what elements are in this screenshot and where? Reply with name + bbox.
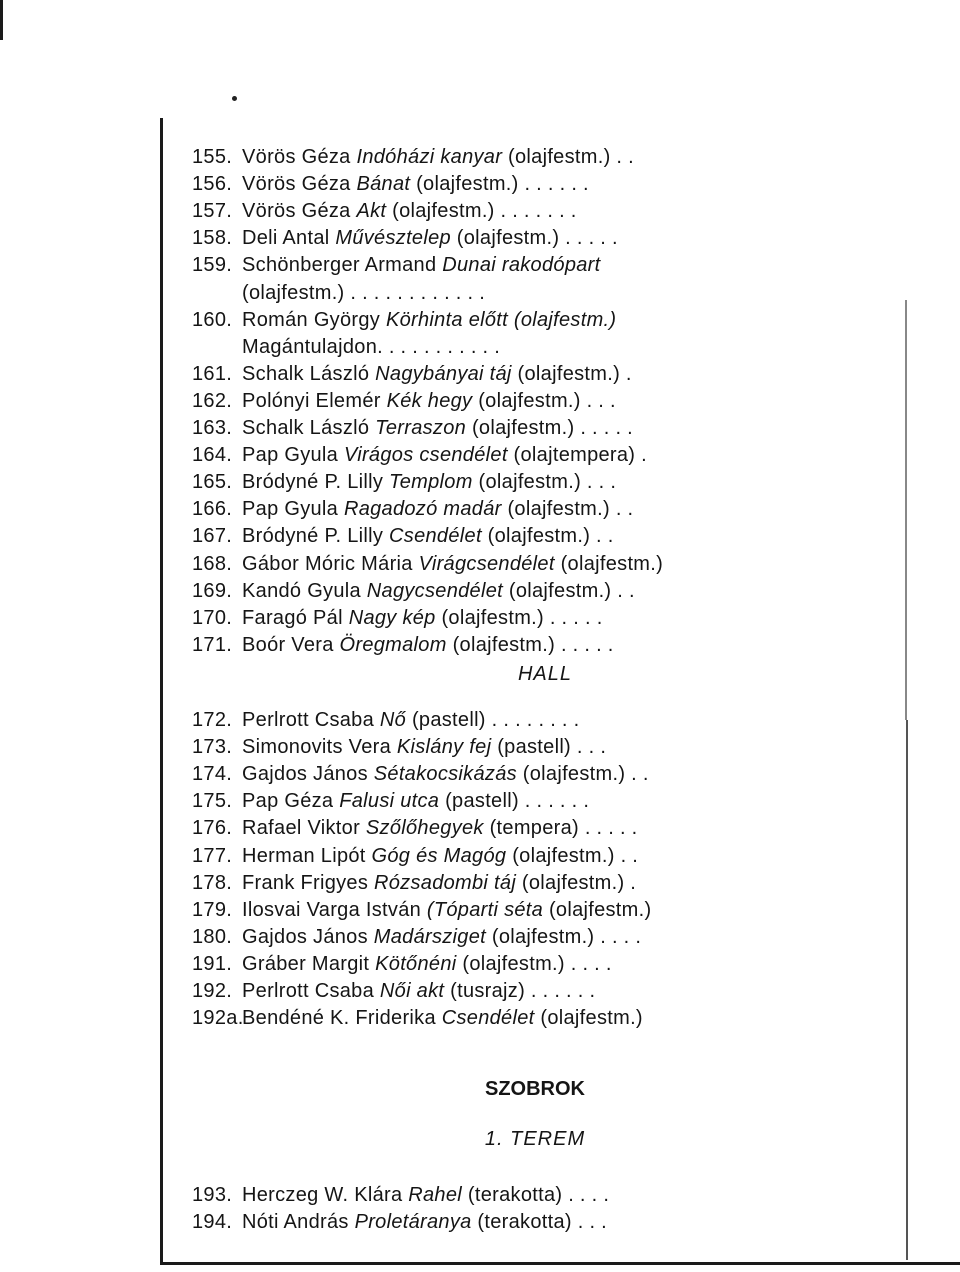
entry-artist: Vörös Géza: [242, 200, 351, 223]
entry-number: 180.: [192, 925, 233, 948]
catalog-entry: [192, 386, 616, 416]
entry-artist: Gábor Móric Mária: [242, 552, 413, 575]
entry-technique: (tusrajz): [450, 980, 526, 1002]
catalog-entry: [192, 922, 641, 952]
entry-technique: (olajfestm.): [462, 952, 565, 975]
catalog-entry: [192, 868, 636, 898]
entry-dots: . . . . .: [560, 633, 614, 656]
entry-dots: . .: [615, 498, 634, 521]
entry-dots: . . . . . . .: [500, 200, 577, 223]
entry-number: 192a.: [192, 1007, 244, 1030]
entry-artist: Perlrott Csaba: [242, 980, 375, 1002]
entry-number: 156.: [192, 173, 233, 196]
entry-number: 166.: [192, 498, 233, 521]
entry-technique: (olajfestm.): [416, 173, 519, 196]
entry-title: Virágcsendélet: [418, 552, 555, 575]
entry-dots: . .: [596, 525, 614, 548]
entry-technique: (olajfestm.): [507, 498, 610, 521]
entry-title: Csendélet: [441, 1007, 535, 1030]
entry-number: 173.: [192, 736, 233, 759]
entry-dots: . . . . .: [565, 227, 618, 250]
entry-title: Öregmalom: [339, 633, 447, 656]
entry-artist: Bródyné P. Lilly: [242, 525, 384, 548]
entry-technique: (olajfestm.): [441, 606, 544, 629]
entry-technique: (pastell): [497, 736, 572, 759]
entry-artist: Gajdos János: [242, 763, 368, 786]
entry-technique: (olajfestm.): [521, 871, 625, 894]
entry-technique: (pastell): [445, 790, 519, 813]
entry-title: Nagy kép: [348, 606, 436, 629]
entry-technique: (terakotta): [467, 1184, 563, 1206]
entry-technique: (olajfestm.): [471, 417, 575, 439]
section-heading-szobrok: SZOBROK: [485, 1078, 585, 1100]
entry-number: 159.: [192, 254, 233, 277]
entry-artist: Nóti András: [242, 1211, 349, 1234]
entry-number: 158.: [192, 227, 233, 250]
catalog-entry: [192, 1003, 643, 1033]
entry-technique: (olajfestm.): [487, 525, 591, 548]
entry-number: 178.: [192, 871, 233, 894]
entry-technique: (olajfestm.): [540, 1007, 643, 1030]
entry-artist: Schalk László: [242, 362, 370, 385]
entry-number: 170.: [192, 606, 233, 629]
catalog-entry: [192, 250, 601, 280]
entry-number: 175.: [192, 790, 233, 813]
entry-title: Csendélet: [389, 525, 482, 548]
entry-artist: Kandó Gyula: [242, 579, 361, 602]
entry-artist: Román György: [242, 308, 381, 331]
entry-title: Templom: [389, 471, 473, 494]
entry-dots: . . . . . .: [524, 173, 589, 196]
entry-artist: Schönberger Armand: [242, 254, 437, 277]
section-heading-hall: HALL: [517, 663, 573, 685]
entry-dots: . .: [617, 579, 635, 602]
catalog-entry: [192, 732, 606, 762]
catalog-entry: [192, 359, 632, 389]
entry-technique: (olajfestm.): [452, 633, 556, 656]
catalog-entry: [192, 467, 616, 497]
entry-technique: (terakotta): [477, 1211, 572, 1234]
stray-dot: [232, 96, 237, 101]
entry-technique: (olajfestm.): [478, 389, 581, 412]
entry-number: 171.: [192, 633, 233, 656]
entry-technique: (olajfestm.): [512, 844, 615, 867]
entry-number: 167.: [192, 525, 233, 548]
catalog-entry: [192, 1180, 609, 1210]
entry-dots: . . . .: [568, 1184, 610, 1206]
entry-number: 194.: [192, 1211, 233, 1234]
catalog-entry: [192, 786, 589, 816]
entry-title: Szőlőhegyek: [365, 817, 484, 840]
catalog-entry: [192, 759, 649, 789]
entry-dots: . .: [631, 763, 649, 786]
entry-number: 168.: [192, 552, 233, 575]
entry-title: (Tóparti séta: [426, 898, 544, 921]
right-edge-line: [905, 300, 907, 720]
entry-number: 191.: [192, 952, 233, 975]
entry-artist: Gajdos János: [242, 925, 368, 948]
entry-artist: Frank Frigyes: [242, 871, 369, 894]
entry-number: 172.: [192, 709, 233, 731]
entry-dots: . . . . . .: [524, 790, 590, 813]
entry-number: 162.: [192, 389, 233, 412]
entry-title: Falusi utca: [339, 790, 440, 813]
entry-number: 163.: [192, 417, 233, 439]
entry-number: 193.: [192, 1184, 233, 1206]
entry-dots: . . . . . . . .: [491, 709, 580, 731]
catalog-entry: [192, 549, 663, 579]
entry-title: Női akt: [379, 980, 445, 1002]
catalog-entry: [192, 976, 595, 1006]
entry-number: 157.: [192, 200, 233, 223]
entry-dots: . .: [616, 146, 634, 168]
entry-dots: . . . .: [600, 925, 642, 948]
entry-dots: . . . .: [570, 952, 612, 975]
catalog-entry: [192, 576, 635, 606]
entry-artist: Simonovits Vera: [242, 736, 392, 759]
entry-technique: (olajfestm.): [478, 471, 582, 494]
entry-title: Terraszon: [375, 417, 467, 439]
entry-dots: . . .: [586, 471, 617, 494]
entry-title: Indóházi kanyar: [356, 146, 503, 168]
entry-dots: . . . . . . . . . .: [388, 335, 501, 358]
entry-artist: Rafael Viktor: [242, 817, 361, 840]
catalog-entry: [192, 895, 651, 925]
entry-artist: Gráber Margit: [242, 952, 370, 975]
entry-dots: . . . . . . . . . . . .: [350, 281, 486, 304]
bottom-border-line: [160, 1262, 960, 1265]
entry-technique: (olajfestm.): [392, 200, 495, 223]
entry-dots: . . . . .: [549, 606, 603, 629]
catalog-entry: [192, 305, 616, 335]
entry-artist: Magántulajdon.: [242, 335, 383, 358]
entry-artist: Pap Géza: [242, 790, 334, 813]
entry-number: 179.: [192, 898, 233, 921]
entry-technique: (olajfestm.): [517, 362, 621, 385]
entry-technique: (olajfestm.): [508, 146, 611, 168]
catalog-entry: [192, 332, 500, 362]
entry-technique: (olajfestm.): [508, 579, 612, 602]
entry-number: 177.: [192, 844, 233, 867]
entry-artist: Herman Lipót: [242, 844, 366, 867]
entry-technique: (pastell): [411, 709, 486, 731]
entry-artist: Pap Gyula: [242, 498, 339, 521]
entry-title: Művésztelep: [335, 227, 451, 250]
entry-title: Nagycsendélet: [366, 579, 504, 602]
entry-title: Sétakocsikázás: [373, 763, 517, 786]
entry-number: 161.: [192, 362, 233, 385]
entry-artist: Faragó Pál: [242, 606, 343, 629]
catalog-entry: [192, 142, 634, 172]
entry-artist: Schalk László: [242, 417, 370, 439]
entry-technique: (olajfestm.): [491, 925, 595, 948]
catalog-entry: [192, 630, 614, 660]
entry-title: Virágos csendélet: [343, 444, 508, 467]
catalog-entry: [192, 705, 580, 735]
entry-number: 174.: [192, 763, 233, 786]
catalog-entry: [192, 603, 603, 633]
entry-artist: Bródyné P. Lilly: [242, 471, 384, 494]
catalog-entry: [192, 841, 638, 871]
catalog-entry: [192, 278, 485, 308]
catalog-entry: [192, 169, 589, 199]
entry-dots: . . . . .: [584, 817, 638, 840]
entry-title: Nő: [379, 709, 407, 731]
entry-technique: (olajfestm.): [522, 763, 626, 786]
entry-dots: . . . . .: [580, 417, 634, 439]
entry-dots: . . .: [577, 1211, 608, 1234]
catalog-entry: [192, 949, 612, 979]
catalog-entry: [192, 413, 633, 443]
entry-number: 160.: [192, 308, 233, 331]
entry-number: 155.: [192, 146, 233, 168]
entry-artist: Vörös Géza: [242, 146, 351, 168]
entry-title: Dunai rakodópart: [442, 254, 601, 277]
entry-dots: .: [641, 444, 647, 467]
entry-technique: (olajfestm.): [456, 227, 560, 250]
left-border-line: [160, 118, 163, 1262]
section-heading-terem: 1. TEREM: [484, 1128, 586, 1150]
entry-artist: Ilosvai Varga István: [242, 898, 422, 921]
catalog-entry: [192, 196, 577, 226]
entry-dots: . . .: [576, 736, 607, 759]
entry-number: 165.: [192, 471, 233, 494]
top-left-corner-line: [0, 0, 3, 40]
catalog-entry: [192, 494, 633, 524]
entry-title: Rahel: [408, 1184, 463, 1206]
entry-title: Rózsadombi táj: [374, 871, 517, 894]
entry-artist: Polónyi Elemér: [242, 389, 381, 412]
entry-artist: Vörös Géza: [242, 173, 351, 196]
entry-title: Akt: [356, 200, 387, 223]
entry-technique: (olajfestm.): [548, 898, 652, 921]
entry-title: Kislány fej: [396, 736, 492, 759]
entry-number: 192.: [192, 980, 233, 1002]
entry-title: Bánat: [356, 173, 411, 196]
entry-artist: Perlrott Csaba: [242, 709, 375, 731]
entry-number: 164.: [192, 444, 233, 467]
catalog-entry: [192, 1207, 607, 1237]
entry-artist: Herczeg W. Klára: [242, 1184, 403, 1206]
entry-title: Nagybányai táj: [375, 362, 512, 385]
entry-dots: .: [625, 362, 632, 385]
entry-title: Proletáranya: [354, 1211, 472, 1234]
entry-technique: (olajtempera): [513, 444, 636, 467]
catalog-entry: [192, 521, 614, 551]
entry-dots: . . . . . .: [530, 980, 596, 1002]
entry-artist: Pap Gyula: [242, 444, 339, 467]
entry-title: Góg és Magóg: [371, 844, 507, 867]
entry-dots: . . .: [586, 389, 616, 412]
catalog-entry: [192, 440, 647, 470]
entry-artist: Deli Antal: [242, 227, 330, 250]
entry-technique: (olajfestm.): [560, 552, 664, 575]
entry-number: 176.: [192, 817, 233, 840]
entry-artist: Boór Vera: [242, 633, 334, 656]
entry-title: Ragadozó madár: [343, 498, 502, 521]
entry-technique: (tempera): [489, 817, 579, 840]
entry-dots: . .: [620, 844, 639, 867]
entry-title: Kötőnéni: [375, 952, 457, 975]
catalog-entry: [192, 813, 638, 843]
catalog-entry: [192, 223, 618, 253]
entry-title: Madársziget: [373, 925, 487, 948]
entry-number: 169.: [192, 579, 233, 602]
entry-title: Kék hegy: [386, 389, 473, 412]
entry-artist: (olajfestm.): [242, 281, 345, 304]
entry-dots: .: [630, 871, 637, 894]
entry-title: Körhinta előtt (olajfestm.): [385, 308, 617, 331]
right-edge-line-lower: [906, 720, 908, 1260]
entry-artist: Bendéné K. Friderika: [242, 1007, 436, 1030]
